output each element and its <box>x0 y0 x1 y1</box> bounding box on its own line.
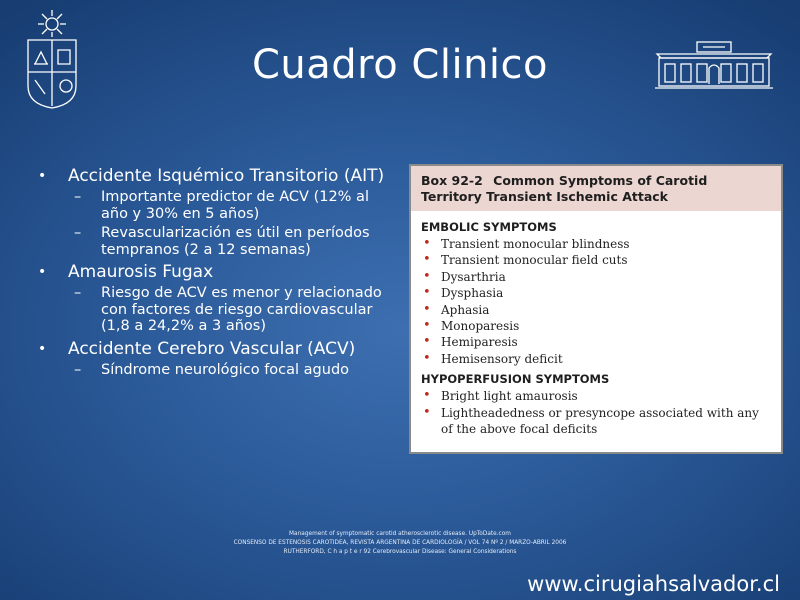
red-bullet-icon: • <box>423 388 431 404</box>
section-heading: HYPOPERFUSION SYMPTOMS <box>421 372 610 387</box>
symptom-item <box>421 302 771 318</box>
symptom-text: Lightheadedness or presyncope associated with any of the above focal deficits <box>441 405 759 437</box>
symptom-item <box>421 318 771 334</box>
symptom-text: Dysphasia <box>441 286 504 301</box>
red-bullet-icon: • <box>423 301 431 317</box>
bullet-text: Amaurosis Fugax <box>68 262 214 282</box>
red-bullet-icon: • <box>423 350 431 366</box>
box-header <box>411 166 781 211</box>
bullet-text: Accidente Isquémico Transitorio (AIT) <box>68 166 385 186</box>
reference-line: Management of symptomatic carotid atherosclerotic disease. UpToDate.com <box>289 531 511 537</box>
reference-line: CONSENSO DE ESTENOSIS CAROTIDEA, REVISTA ARGENTINA DE CARDIOLOGÍA / VOL 74 Nº 2 / MARZO-ABRIL 2006 <box>233 540 567 546</box>
sub-bullet-list <box>68 362 400 379</box>
sub-bullet-glyph: – <box>74 189 82 205</box>
bullet-item <box>36 339 400 379</box>
symptom-list <box>421 388 771 437</box>
box-title: Common Symptoms of Carotid Territory Transient Ischemic Attack <box>421 173 708 204</box>
symptom-item <box>421 351 771 367</box>
symptom-item <box>421 236 771 252</box>
bullet-glyph: • <box>38 264 47 280</box>
box-number: Box 92-2 <box>421 173 483 188</box>
symptom-text: Monoparesis <box>441 319 520 334</box>
sub-bullet-item <box>68 362 400 379</box>
symptom-item <box>421 252 771 268</box>
reference-line: RUTHERFORD, C h a p t e r 92 Cerebrovascular Disease: General Considerations <box>283 549 517 555</box>
bullet-item <box>36 166 400 258</box>
symptom-list <box>421 236 771 367</box>
symptom-text: Hemisensory deficit <box>441 351 563 366</box>
sub-bullet-text: Riesgo de ACV es menor y relacionado con factores de riesgo cardiovascular (1,8 a 24,2% a 3 años) <box>101 285 382 334</box>
sub-bullet-text: Revascularización es útil en períodos tempranos (2 a 12 semanas) <box>101 225 370 258</box>
sub-bullet-list <box>68 189 400 258</box>
section-heading: EMBOLIC SYMPTOMS <box>421 220 557 234</box>
symptom-item <box>421 388 771 404</box>
red-bullet-icon: • <box>423 318 431 334</box>
box-body <box>411 211 781 437</box>
references <box>150 530 650 557</box>
symptom-item <box>421 405 771 438</box>
symptom-text: Transient monocular blindness <box>441 237 630 251</box>
slide-title: Cuadro Clinico <box>251 42 549 88</box>
symptom-text: Transient monocular field cuts <box>441 253 628 268</box>
red-bullet-icon: • <box>423 236 431 251</box>
sub-bullet-text: Síndrome neurológico focal agudo <box>101 361 350 378</box>
symptom-text: Hemiparesis <box>441 335 518 350</box>
symptom-text: Aphasia <box>441 302 490 317</box>
symptom-text: Dysarthria <box>441 269 506 284</box>
symptom-text: Bright light amaurosis <box>441 389 578 404</box>
sub-bullet-item <box>68 189 400 222</box>
red-bullet-icon: • <box>423 252 431 268</box>
symptom-item <box>421 334 771 350</box>
website-url: www.cirugiahsalvador.cl <box>527 572 780 596</box>
sub-bullet-text: Importante predictor de ACV (12% al año y 30% en 5 años) <box>101 189 369 222</box>
sub-bullet-glyph: – <box>74 361 82 378</box>
bullet-glyph: • <box>38 340 47 357</box>
bullet-glyph: • <box>38 168 47 184</box>
sub-bullet-item <box>68 225 400 258</box>
bullet-list <box>36 162 400 382</box>
sub-bullet-glyph: – <box>74 285 82 301</box>
red-bullet-icon: • <box>423 268 431 284</box>
sub-bullet-glyph: – <box>74 225 82 241</box>
bullet-text: Accidente Cerebro Vascular (ACV) <box>68 338 356 359</box>
red-bullet-icon: • <box>423 285 431 301</box>
symptom-item <box>421 285 771 301</box>
bullet-item <box>36 262 400 335</box>
sub-bullet-list <box>68 285 400 335</box>
symptom-item <box>421 269 771 285</box>
symptoms-box <box>409 164 783 454</box>
sub-bullet-item <box>68 285 400 335</box>
red-bullet-icon: • <box>423 404 431 420</box>
red-bullet-icon: • <box>423 334 431 350</box>
